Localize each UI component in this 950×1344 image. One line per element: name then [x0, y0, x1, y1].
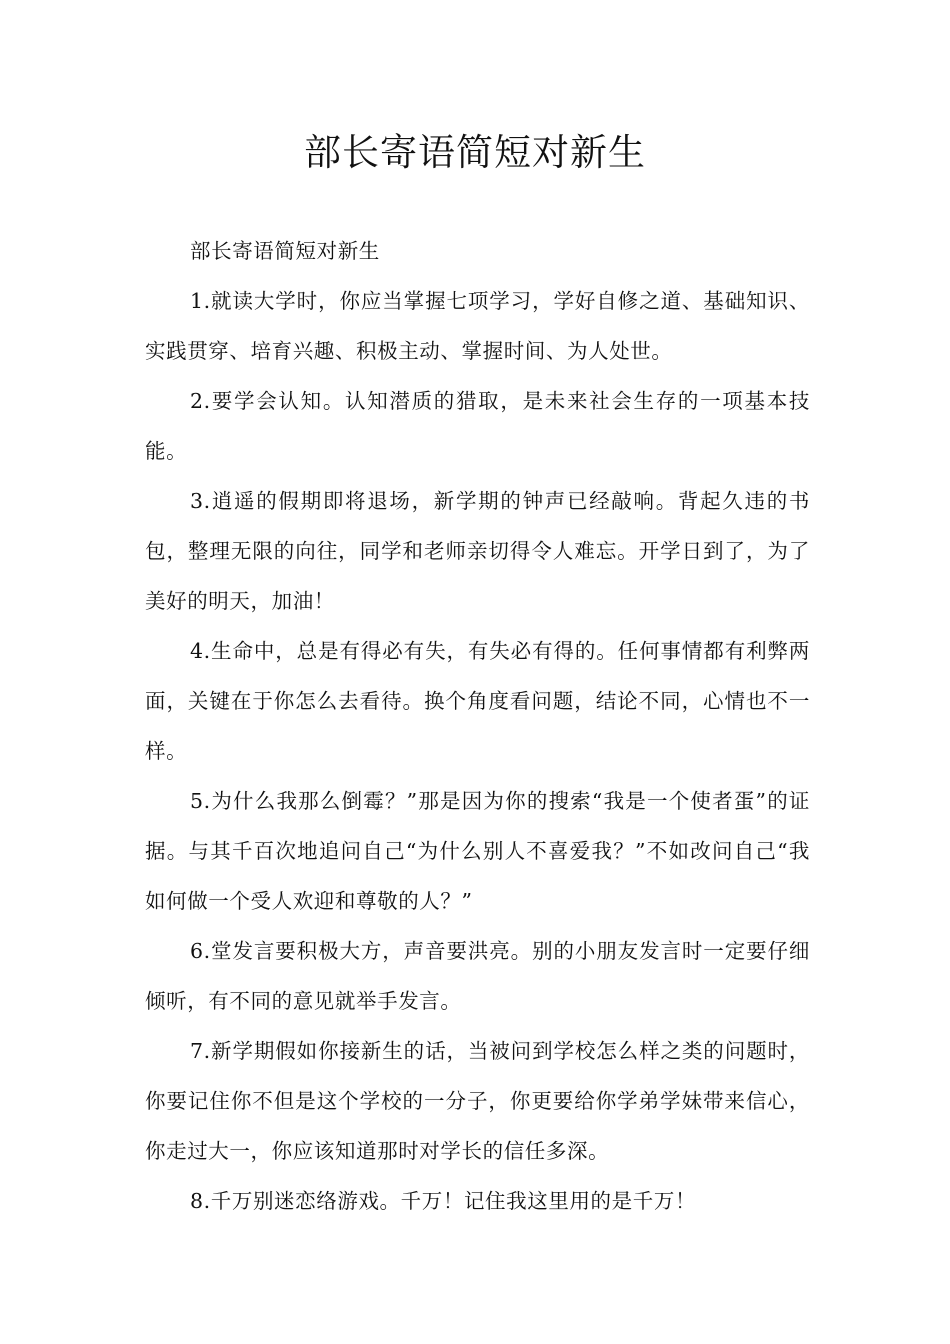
paragraph-8: 8.千万别迷恋络游戏。千万！记住我这里用的是千万！ — [190, 1189, 697, 1213]
paragraph-7: 7.新学期假如你接新生的话，当被问到学校怎么样之类的问题时，你要记住你不但是这个学校的一分子，你更要给你学弟学妹带来信心，你走过大一，你应该知道那时对学长的信任多深。 — [145, 1039, 810, 1163]
paragraph-6: 6.堂发言要积极大方，声音要洪亮。别的小朋友发言时一定要仔细倾听，有不同的意见就举手发言。 — [145, 939, 810, 1013]
paragraph-subtitle: 部长寄语简短对新生 — [190, 239, 380, 263]
document-body — [145, 226, 810, 1226]
paragraph-1: 1.就读大学时，你应当掌握七项学习，学好自修之道、基础知识、实践贯穿、培育兴趣、积极主动、掌握时间、为人处世。 — [145, 289, 810, 363]
paragraph-3: 3.逍遥的假期即将退场，新学期的钟声已经敲响。背起久违的书包，整理无限的向往，同学和老师亲切得令人难忘。开学日到了，为了美好的明天，加油！ — [145, 489, 810, 613]
paragraph-4: 4.生命中，总是有得必有失，有失必有得的。任何事情都有利弊两面，关键在于你怎么去看待。换个角度看问题，结论不同，心情也不一样。 — [145, 639, 810, 763]
document-title: 部长寄语简短对新生 — [304, 131, 646, 174]
paragraph-2: 2.要学会认知。认知潜质的猎取，是未来社会生存的一项基本技能。 — [145, 389, 810, 463]
paragraph-5: 5.为什么我那么倒霉？”那是因为你的搜索“我是一个使者蛋”的证据。与其千百次地追问自己“为什么别人不喜爱我？”不如改问自己“我如何做一个受人欢迎和尊敬的人？” — [145, 789, 810, 913]
